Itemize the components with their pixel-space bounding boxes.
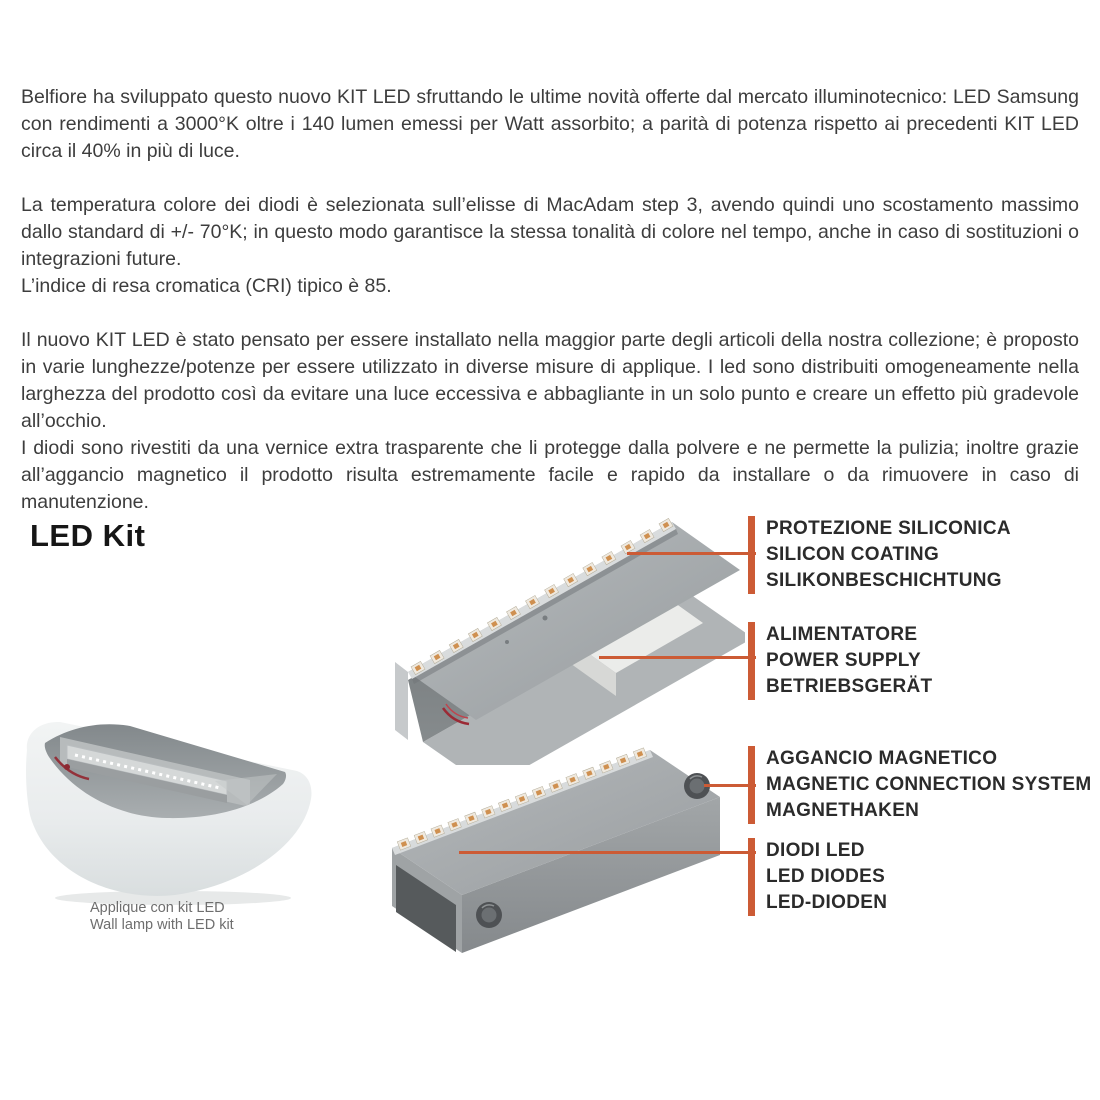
caption-line-english: Wall lamp with LED kit xyxy=(90,917,234,933)
callout-label: POWER SUPPLY xyxy=(766,650,921,671)
callout-led-diodes xyxy=(748,838,1098,916)
callout-label: DIODI LED xyxy=(766,840,865,861)
paragraph-3 xyxy=(21,327,1079,516)
callout-power-supply xyxy=(748,622,1098,700)
callout-label: ALIMENTATORE xyxy=(766,624,918,645)
paragraph-3-text: Il nuovo KIT LED è stato pensato per essere installato nella maggior parte degli articoli della nostra collezione; è proposto in varie lunghezze/potenze per essere utilizzato in diverse misure di applique. I led sono distribuiti omogeneamente nella larghezza del prodotto così da evitare una luce eccessiva e abbagliante in un solo punto e creare un effetto più gradevole all’occhio. xyxy=(21,329,1079,432)
paragraph-2-note: L’indice di resa cromatica (CRI) tipico è 85. xyxy=(21,275,392,297)
paragraph-3-note: I diodi sono rivestiti da una vernice extra trasparente che li protegge dalla polvere e ne permette la pulizia; inoltre grazie all’aggancio magnetico il prodotto risulta estremamente facile e rapido da installare o da rimuovere in caso di manutenzione. xyxy=(21,437,1079,513)
leader-line-led-diodes xyxy=(459,851,756,854)
callout-label: MAGNETIC CONNECTION SYSTEM xyxy=(766,774,1092,795)
callout-label: BETRIEBSGERÄT xyxy=(766,676,933,697)
paragraph-1 xyxy=(21,84,1079,165)
callout-label: LED-DIODEN xyxy=(766,892,888,913)
photo-caption xyxy=(90,900,234,934)
callout-label: SILICON COATING xyxy=(766,544,940,565)
callout-silicon-coating xyxy=(748,516,1098,594)
paragraph-2 xyxy=(21,192,1079,300)
callout-label: SILIKONBESCHICHTUNG xyxy=(766,570,1002,591)
wall-lamp-photo xyxy=(15,695,335,907)
paragraph-1-text: Belfiore ha sviluppato questo nuovo KIT LED sfruttando le ultime novità offerte dal mercato illuminotecnico: LED Samsung con rendimenti a 3000°K oltre i 140 lumen emessi per Watt assorbito; a parità di potenza rispetto ai precedenti KIT LED circa il 40% in più di luce. xyxy=(21,86,1079,162)
caption-line-italian: Applique con kit LED xyxy=(90,900,225,916)
leader-line-power-supply xyxy=(599,656,756,659)
magnet-left xyxy=(476,902,502,928)
paragraph-2-text: La temperatura colore dei diodi è selezionata sull’elisse di MacAdam step 3, avendo quindi uno scostamento massimo dallo standard di +/- 70°K; in questo modo garantisce la stessa tonalità di colore nel tempo, anche in caso di sostituzioni o integrazioni future. xyxy=(21,194,1079,270)
callout-label: PROTEZIONE SILICONICA xyxy=(766,518,1011,539)
callout-label: MAGNETHAKEN xyxy=(766,800,920,821)
callout-label: AGGANCIO MAGNETICO xyxy=(766,748,998,769)
intro-text xyxy=(21,84,1079,516)
leader-line-silicon-coating xyxy=(627,552,756,555)
callout-magnetic-connection xyxy=(748,746,1098,824)
callout-label: LED DIODES xyxy=(766,866,886,887)
led-module-magnets-photo xyxy=(380,715,750,960)
page-title: LED Kit xyxy=(30,518,146,553)
